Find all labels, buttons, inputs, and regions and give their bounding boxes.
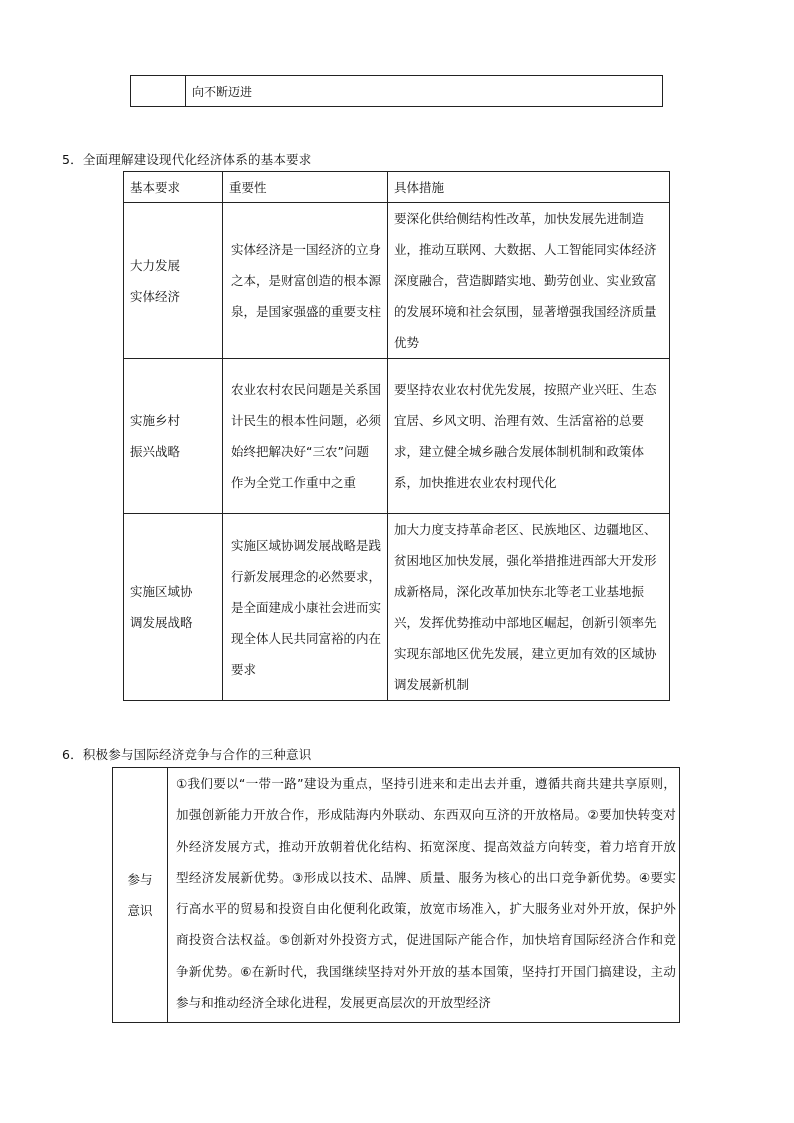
table-row xyxy=(124,359,670,514)
table-header-row xyxy=(124,172,670,203)
table-row xyxy=(124,514,670,701)
importance-cell: 实体经济是一国经济的立身之本，是财富创造的根本源泉，是国家强盛的重要支柱 xyxy=(223,203,388,359)
awareness-label-line: 意识 xyxy=(127,903,153,919)
requirement-line: 调发展战略 xyxy=(130,615,193,630)
requirement-line: 振兴战略 xyxy=(130,444,181,459)
requirement-line: 大力发展 xyxy=(130,257,181,273)
economic-system-requirements-table xyxy=(123,171,670,701)
requirement-line: 实施乡村 xyxy=(130,413,181,428)
header-measures: 具体措施 xyxy=(388,172,670,203)
requirement-cell xyxy=(124,514,223,701)
participation-awareness-table xyxy=(112,767,680,1023)
requirement-line: 实体经济 xyxy=(130,288,181,304)
section6-heading: 6．积极参与国际经济竞争与合作的三种意识 xyxy=(62,747,312,762)
table-row xyxy=(124,203,670,359)
awareness-label-cell xyxy=(113,768,168,1023)
section5-heading: 5．全面理解建设现代化经济体系的基本要求 xyxy=(62,152,312,167)
awareness-content-cell: ①我们要以“一带一路”建设为重点，坚持引进来和走出去并重，遵循共商共建共享原则，加强创新能力开放合作，形成陆海内外联动、东西双向互济的开放格局。②要加快转变对外经济发展方式，推动开放朝着优化结构、拓宽深度、提高效益方向转变，着力培育开放型经济发展新优势。③形成以技术、品牌、质量、服务为核心的出口竞争新优势。④要实行高水平的贸易和投资自由化便利化政策，放宽市场准入，扩大服务业对外开放，保护外商投资合法权益。⑤创新对外投资方式，促进国际产能合作，加快培育国际经济合作和竞争新优势。⑥在新时代，我国继续坚持对外开放的基本国策，坚持打开国门搞建设，主动参与和推动经济全球化进程，发展更高层次的开放型经济 xyxy=(168,768,680,1023)
header-importance: 重要性 xyxy=(223,172,388,203)
top-fragment-text-cell: 向不断迈进 xyxy=(186,76,663,107)
top-fragment-empty-cell xyxy=(131,76,186,107)
requirement-cell xyxy=(124,359,223,514)
requirement-cell xyxy=(124,203,223,359)
top-fragment-table xyxy=(130,75,663,107)
header-requirement: 基本要求 xyxy=(124,172,223,203)
awareness-label-line: 参与 xyxy=(127,872,153,888)
importance-cell: 实施区域协调发展战略是践行新发展理念的必然要求，是全面建成小康社会进而实现全体人民共同富裕的内在要求 xyxy=(223,514,388,701)
importance-cell: 农业农村农民问题是关系国计民生的根本性问题，必须始终把解决好“三农”问题作为全党工作重中之重 xyxy=(223,359,388,514)
measures-cell: 要坚持农业农村优先发展，按照产业兴旺、生态宜居、乡风文明、治理有效、生活富裕的总要求，建立健全城乡融合发展体制机制和政策体系，加快推进农业农村现代化 xyxy=(388,359,670,514)
measures-cell: 加大力度支持革命老区、民族地区、边疆地区、贫困地区加快发展，强化举措推进西部大开发形成新格局，深化改革加快东北等老工业基地振兴，发挥优势推动中部地区崛起，创新引领率先实现东部地区优先发展，建立更加有效的区域协调发展新机制 xyxy=(388,514,670,701)
table-row xyxy=(113,768,680,1023)
measures-cell: 要深化供给侧结构性改革，加快发展先进制造业，推动互联网、大数据、人工智能同实体经济深度融合，营造脚踏实地、勤劳创业、实业致富的发展环境和社会氛围，显著增强我国经济质量优势 xyxy=(388,203,670,359)
table-row xyxy=(131,76,663,107)
requirement-line: 实施区域协 xyxy=(130,584,193,599)
